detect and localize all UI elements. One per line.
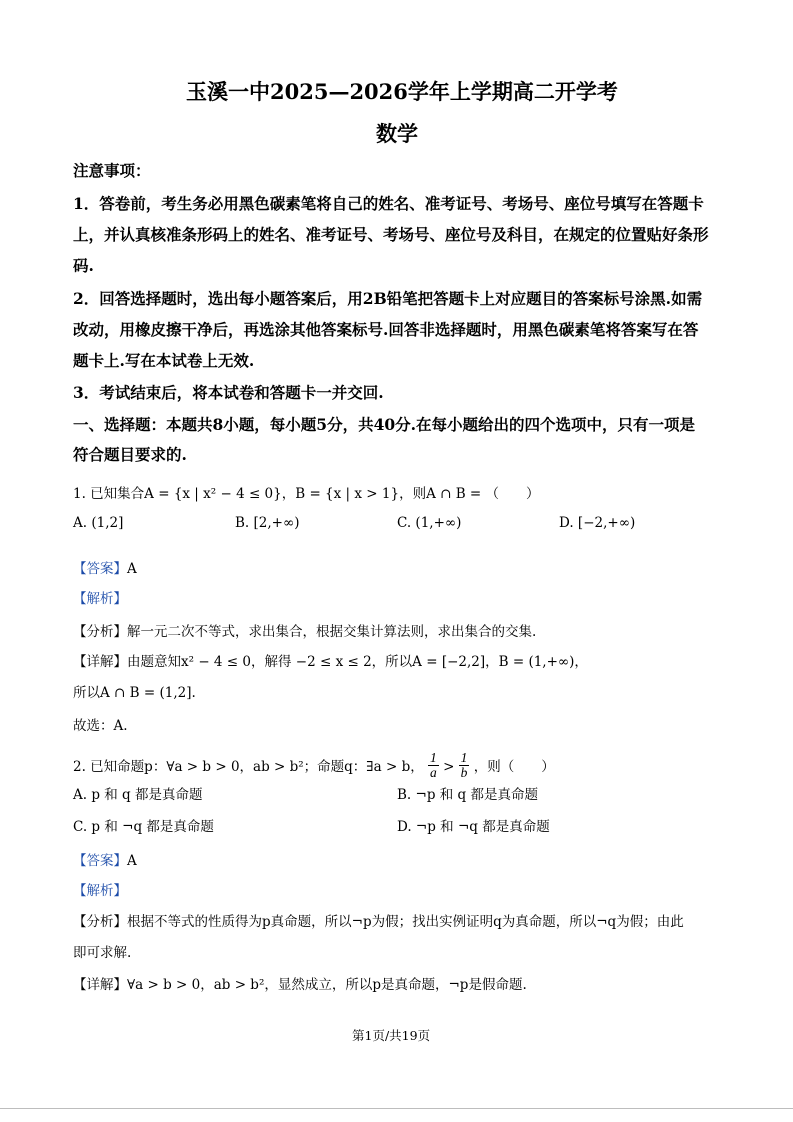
section-1-heading-line-1: 一、选择题：本题共8小题，每小题5分，共40分.在每小题给出的四个选项中，只有一项是	[73, 415, 696, 434]
question-2-fenxi-line-2: 即可求解.	[73, 945, 132, 961]
question-1-option-c: C. (1,+∞)	[397, 515, 462, 531]
xiangjie-tag: 【详解】	[73, 977, 127, 993]
question-2-answer	[73, 849, 137, 869]
question-2-option-b: B. ¬p 和 q 都是真命题	[397, 787, 538, 803]
xiangjie-text: 由题意知x² − 4 ≤ 0，解得 −2 ≤ x ≤ 2，所以A = [−2,2]，B = (1,+∞)，	[127, 654, 588, 670]
question-1-stem: 1. 已知集合A = {x | x² − 4 ≤ 0}，B = {x | x > 1}，则A ∩ B = （ ）	[73, 486, 540, 502]
subject-title: 数学	[376, 121, 418, 146]
fenxi-tag: 【分析】	[73, 914, 127, 930]
question-2-xiangjie	[73, 973, 527, 993]
question-2-option-c: C. p 和 ¬q 都是真命题	[73, 819, 214, 835]
xiangjie-text: ∀a > b > 0，ab > b²，显然成立，所以p是真命题，¬p是假命题.	[127, 977, 527, 993]
question-1-option-d: D. [−2,+∞)	[559, 515, 636, 531]
stem-part-a: 2. 已知命题p：∀a > b > 0，ab > b²；命题q：∃a > b，	[73, 759, 424, 775]
stem-part-b: ，则（ ）	[473, 759, 555, 775]
question-2-option-d: D. ¬p 和 ¬q 都是真命题	[397, 819, 550, 835]
notice-item-2-line-1: 2．回答选择题时，选出每小题答案后，用2B铅笔把答题卡上对应题目的答案标号涂黑.如需	[73, 289, 703, 308]
question-1-option-a: A. (1,2]	[73, 515, 124, 531]
question-1-analysis-tag: 【解析】	[73, 591, 127, 607]
question-1-choice: 故选：A.	[73, 718, 128, 734]
question-1-answer	[73, 557, 137, 577]
question-1-fenxi	[73, 620, 536, 640]
fraction-left-denominator: a	[430, 765, 437, 780]
notice-item-1-line-3: 码.	[73, 256, 94, 275]
notice-item-2-line-3: 题卡上.写在本试卷上无效.	[73, 351, 255, 370]
answer-value: A	[127, 561, 137, 577]
question-2-stem	[73, 750, 555, 782]
fraction-gt: >	[443, 759, 455, 775]
answer-tag: 【答案】	[73, 853, 127, 869]
fenxi-tag: 【分析】	[73, 624, 127, 640]
fenxi-text: 根据不等式的性质得为p真命题，所以¬p为假；找出实例证明q为真命题，所以¬q为假；由此	[127, 914, 684, 930]
question-2-analysis-tag: 【解析】	[73, 883, 127, 899]
page-number: 第1页/共19页	[352, 1028, 431, 1043]
question-1-conclusion: 所以A ∩ B = (1,2].	[73, 685, 196, 701]
fenxi-text: 解一元二次不等式，求出集合，根据交集计算法则，求出集合的交集.	[127, 624, 537, 640]
answer-tag: 【答案】	[73, 561, 127, 577]
fraction-right	[459, 751, 470, 780]
question-2-option-a: A. p 和 q 都是真命题	[73, 787, 203, 803]
question-1-xiangjie	[73, 650, 588, 670]
fraction-left	[428, 751, 439, 780]
notice-item-1-line-1: 1．答卷前，考生务必用黑色碳素笔将自己的姓名、准考证号、考场号、座位号填写在答题卡	[73, 194, 704, 213]
notice-item-1-line-2: 上，并认真核准条形码上的姓名、准考证号、考场号、座位号及科目，在规定的位置贴好条形	[73, 225, 709, 244]
fraction-right-numerator: 1	[460, 750, 468, 765]
notice-heading: 注意事项：	[73, 161, 151, 180]
fraction-right-denominator: b	[460, 765, 468, 780]
fraction-left-numerator: 1	[430, 750, 437, 765]
question-2-fenxi-line-1	[73, 910, 684, 930]
xiangjie-tag: 【详解】	[73, 654, 127, 670]
notice-item-2-line-2: 改动，用橡皮擦干净后，再选涂其他答案标号.回答非选择题时，用黑色碳素笔将答案写在答	[73, 320, 699, 339]
answer-value: A	[127, 853, 137, 869]
page-bottom-divider	[0, 1108, 793, 1109]
question-1-option-b: B. [2,+∞)	[235, 515, 300, 531]
notice-item-3: 3．考试结束后，将本试卷和答题卡一并交回.	[73, 383, 384, 402]
page-title: 玉溪一中2025—2026学年上学期高二开学考	[186, 79, 618, 104]
section-1-heading-line-2: 符合题目要求的.	[73, 445, 187, 464]
